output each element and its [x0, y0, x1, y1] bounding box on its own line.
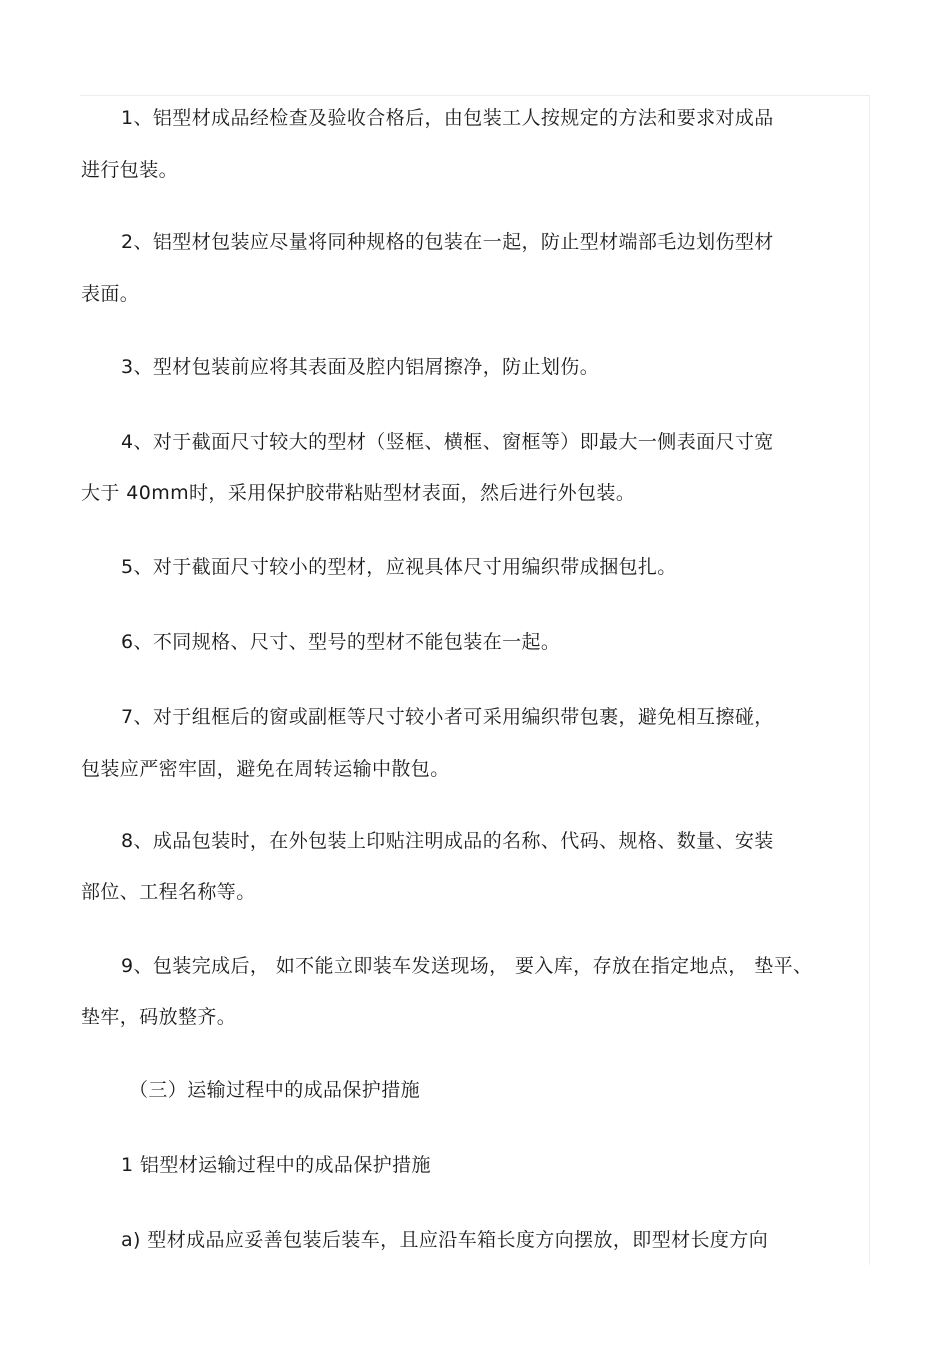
- paragraph-2-line-1: 2、铝型材包装应尽量将同种规格的包装在一起，防止型材端部毛边划伤型材: [121, 231, 774, 253]
- paragraph-8-line-2: 部位、工程名称等。: [81, 881, 256, 903]
- paragraph-4-line-2: 大于 40mm时，采用保护胶带粘贴型材表面，然后进行外包装。: [81, 482, 636, 504]
- paragraph-9-line-1: 9、包装完成后， 如不能立即装车发送现场， 要入库，存放在指定地点， 垫平、: [121, 955, 813, 977]
- subheading: 1 铝型材运输过程中的成品保护措施: [121, 1154, 431, 1176]
- paragraph-a-line-1: a) 型材成品应妥善包装后装车，且应沿车箱长度方向摆放，即型材长度方向: [121, 1229, 769, 1251]
- paragraph-4-line-1: 4、对于截面尺寸较大的型材（竖框、横框、窗框等）即最大一侧表面尺寸宽: [121, 431, 774, 453]
- paragraph-6-line-1: 6、不同规格、尺寸、型号的型材不能包装在一起。: [121, 631, 561, 653]
- paragraph-8-line-1: 8、成品包装时，在外包装上印贴注明成品的名称、代码、规格、数量、安装: [121, 830, 774, 852]
- paragraph-2-line-2: 表面。: [81, 283, 140, 305]
- section-heading: （三）运输过程中的成品保护措施: [129, 1079, 421, 1101]
- paragraph-5-line-1: 5、对于截面尺寸较小的型材，应视具体尺寸用编织带成捆包扎。: [121, 556, 677, 578]
- paragraph-1-line-1: 1、铝型材成品经检查及验收合格后，由包装工人按规定的方法和要求对成品: [121, 107, 774, 129]
- paragraph-7-line-1: 7、对于组框后的窗或副框等尺寸较小者可采用编织带包裹，避免相互擦碰，: [121, 706, 774, 728]
- paragraph-9-line-2: 垫牢，码放整齐。: [81, 1006, 237, 1028]
- paragraph-1-line-2: 进行包装。: [81, 159, 179, 181]
- paragraph-3-line-1: 3、型材包装前应将其表面及腔内铝屑擦净，防止划伤。: [121, 356, 600, 378]
- paragraph-7-line-2: 包装应严密牢固，避免在周转运输中散包。: [81, 758, 450, 780]
- page-border-right: [869, 95, 870, 1265]
